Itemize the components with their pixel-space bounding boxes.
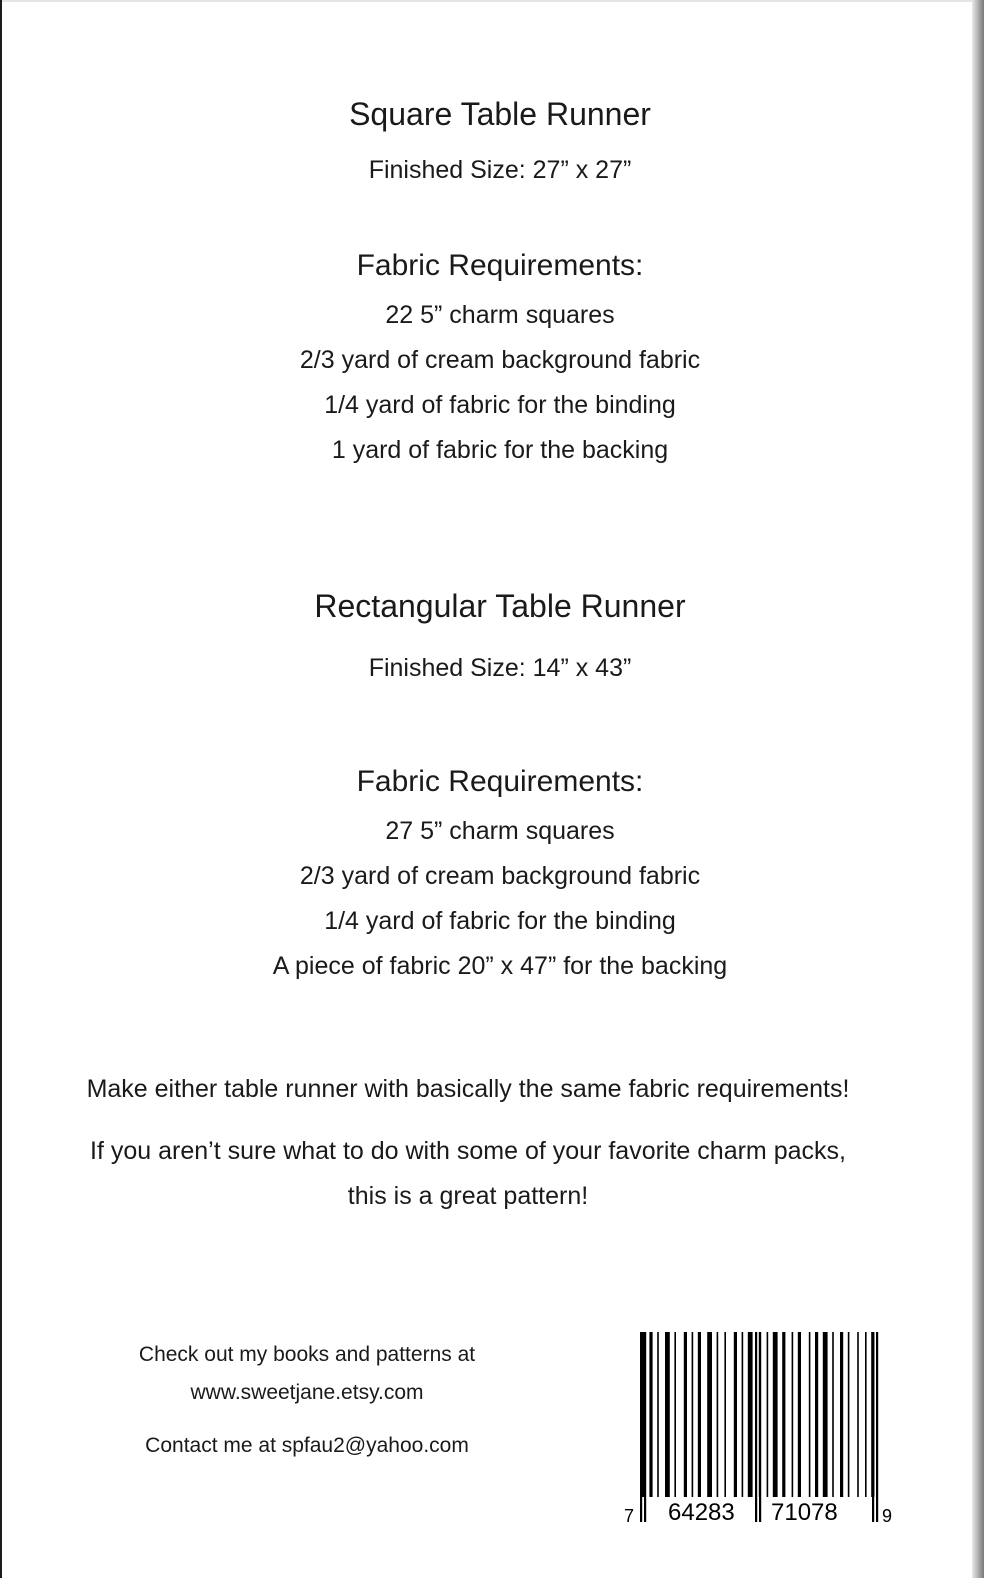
barcode-bar bbox=[657, 1332, 659, 1497]
barcode-bar bbox=[665, 1332, 670, 1497]
barcode-bar bbox=[724, 1332, 726, 1497]
barcode-bar bbox=[692, 1332, 694, 1497]
barcode-guard-bar bbox=[644, 1332, 646, 1522]
barcode-bar bbox=[832, 1332, 834, 1497]
barcode-bar bbox=[792, 1332, 794, 1497]
rect-runner-title: Rectangular Table Runner bbox=[314, 588, 686, 624]
square-runner-requirement-3: 1/4 yard of fabric for the binding bbox=[324, 391, 676, 419]
rect-runner-requirement-4: A piece of fabric 20” x 47” for the backing bbox=[272, 952, 728, 980]
barcode-bar bbox=[815, 1332, 818, 1497]
barcode-bar bbox=[809, 1332, 811, 1497]
square-runner-title: Square Table Runner bbox=[349, 96, 651, 132]
barcode-guard-bar bbox=[755, 1332, 757, 1522]
barcode-bar bbox=[823, 1332, 828, 1497]
rect-runner-requirement-3: 1/4 yard of fabric for the binding bbox=[324, 907, 676, 935]
barcode-bar bbox=[674, 1332, 676, 1497]
barcode-bar bbox=[748, 1332, 753, 1497]
barcode-bar bbox=[649, 1332, 652, 1497]
square-runner-finished-size: Finished Size: 27” x 27” bbox=[368, 156, 632, 184]
barcode-bar bbox=[782, 1332, 785, 1497]
barcode-bar bbox=[698, 1332, 701, 1497]
contact-email-line[interactable]: Contact me at spfau2@yahoo.com bbox=[145, 1434, 469, 1457]
barcode-bar bbox=[684, 1332, 687, 1497]
barcode-bar bbox=[707, 1332, 712, 1497]
rect-runner-requirement-2: 2/3 yard of cream background fabric bbox=[299, 862, 701, 890]
barcode-group-left: 64283 bbox=[668, 1499, 735, 1526]
square-runner-requirement-1: 22 5” charm squares bbox=[385, 301, 615, 329]
barcode-bars bbox=[640, 1332, 878, 1522]
page-top-edge bbox=[0, 0, 984, 2]
square-runner-requirement-2: 2/3 yard of cream background fabric bbox=[299, 346, 701, 374]
barcode-digit-last: 9 bbox=[882, 1506, 893, 1526]
contact-check-out-text: Check out my books and patterns at bbox=[138, 1343, 476, 1366]
barcode-bar bbox=[773, 1332, 778, 1497]
rect-runner-finished-size: Finished Size: 14” x 43” bbox=[368, 654, 632, 682]
barcode-bar bbox=[840, 1332, 843, 1497]
barcode-bar bbox=[734, 1332, 737, 1497]
barcode-bar bbox=[857, 1332, 859, 1497]
note-same-requirements: Make either table runner with basically the same fabric requirements! bbox=[86, 1075, 850, 1103]
barcode-bar bbox=[742, 1332, 744, 1497]
barcode-guard-bar bbox=[759, 1332, 761, 1522]
barcode-guard-bar bbox=[876, 1332, 878, 1522]
barcode-group-right: 71078 bbox=[771, 1499, 838, 1526]
barcode-bar bbox=[717, 1332, 719, 1497]
barcode-digit-first: 7 bbox=[624, 1506, 635, 1526]
rect-runner-requirements-heading: Fabric Requirements: bbox=[356, 765, 644, 798]
barcode-bar bbox=[767, 1332, 769, 1497]
rect-runner-requirement-1: 27 5” charm squares bbox=[385, 817, 615, 845]
barcode-guard-bar bbox=[872, 1332, 874, 1522]
square-runner-requirement-4: 1 yard of fabric for the backing bbox=[331, 436, 669, 464]
barcode-bar bbox=[865, 1332, 867, 1497]
barcode-bar bbox=[848, 1332, 850, 1497]
square-runner-requirements-heading: Fabric Requirements: bbox=[356, 249, 644, 282]
barcode-bar bbox=[798, 1332, 801, 1497]
note-charm-packs: If you aren’t sure what to do with some of your favorite charm packs, bbox=[90, 1137, 846, 1165]
barcode-image bbox=[614, 1328, 904, 1528]
note-great-pattern: this is a great pattern! bbox=[347, 1182, 589, 1210]
contact-website-link[interactable]: www.sweetjane.etsy.com bbox=[190, 1381, 424, 1404]
barcode-guard-bar bbox=[640, 1332, 642, 1522]
